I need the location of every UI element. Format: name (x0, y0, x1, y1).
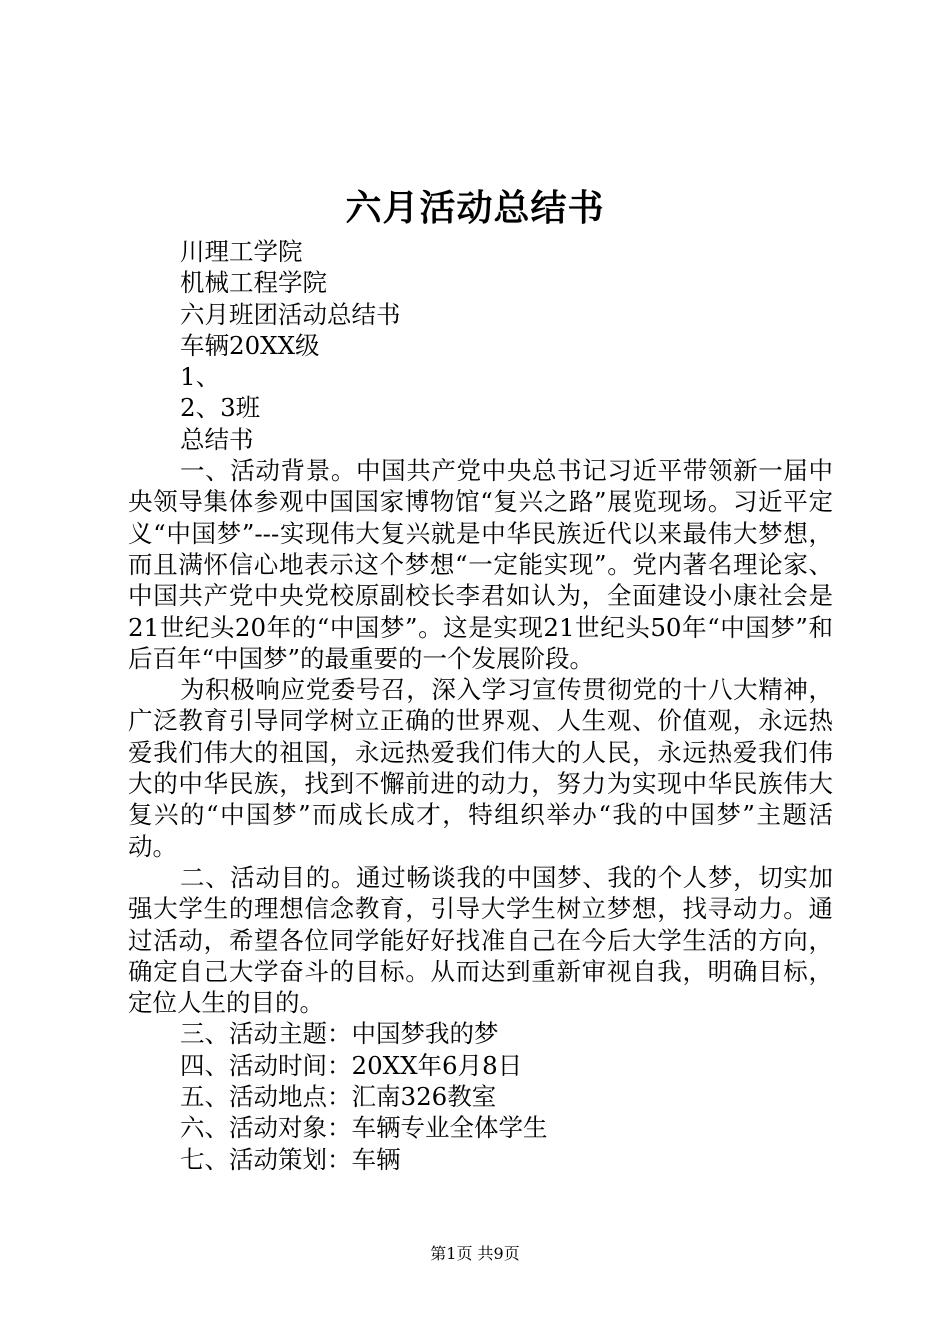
item-audience: 六、活动对象：车辆专业全体学生 (180, 1113, 548, 1143)
header-line-grade: 车辆20XX级 (180, 330, 320, 360)
header-line-college: 机械工程学院 (180, 268, 327, 298)
header-line-school: 川理工学院 (180, 237, 303, 266)
item-location: 五、活动地点：汇南326教室 (180, 1082, 497, 1112)
item-time: 四、活动时间：20XX年6月8日 (180, 1050, 523, 1080)
page-footer: 第1页 共9页 (430, 1244, 520, 1263)
header-line-report-name: 六月班团活动总结书 (180, 299, 401, 329)
header-line-class-1: 1、 (180, 362, 221, 392)
paragraph-response: 为积极响应党委号召，深入学习宣传贯彻党的十八大精神，广泛教育引导同学树立正确的世界观、人生观、价值观，永远热爱我们伟大的祖国，永远热爱我们伟大的人民，永远热爱我们伟大的中华民族，找到不懈前进的动力，努力为实现中华民族伟大复兴的“中国梦”而成长成才，特组织举办“我的中国梦”主题活动。 (128, 675, 833, 861)
item-planning: 七、活动策划：车辆 (180, 1144, 401, 1174)
header-line-summary: 总结书 (180, 424, 254, 454)
paragraph-background: 一、活动背景。中国共产党中央总书记习近平带领新一届中央领导集体参观中国国家博物馆“复兴之路”展览现场。习近平定义“中国梦”---实现伟大复兴就是中华民族近代以来最伟大梦想，而且满怀信心地表示这个梦想“一定能实现”。党内著名理论家、中国共产党中央党校原副校长李君如认为，全面建设小康社会是21世纪头20年的“中国梦”。这是实现21世纪头50年“中国梦”和后百年“中国梦”的最重要的一个发展阶段。 (128, 456, 833, 673)
paragraph-purpose: 二、活动目的。通过畅谈我的中国梦、我的个人梦，切实加强大学生的理想信念教育，引导大学生树立梦想，找寻动力。通过活动，希望各位同学能好好找准自己在今后大学生活的方向，确定自己大学奋斗的目标。从而达到重新审视自我，明确目标，定位人生的目的。 (128, 862, 833, 1018)
item-theme: 三、活动主题：中国梦我的梦 (180, 1019, 499, 1049)
document-body (128, 236, 833, 1175)
header-line-class-2-3: 2、3班 (180, 393, 261, 423)
document-title: 六月活动总结书 (345, 187, 605, 229)
